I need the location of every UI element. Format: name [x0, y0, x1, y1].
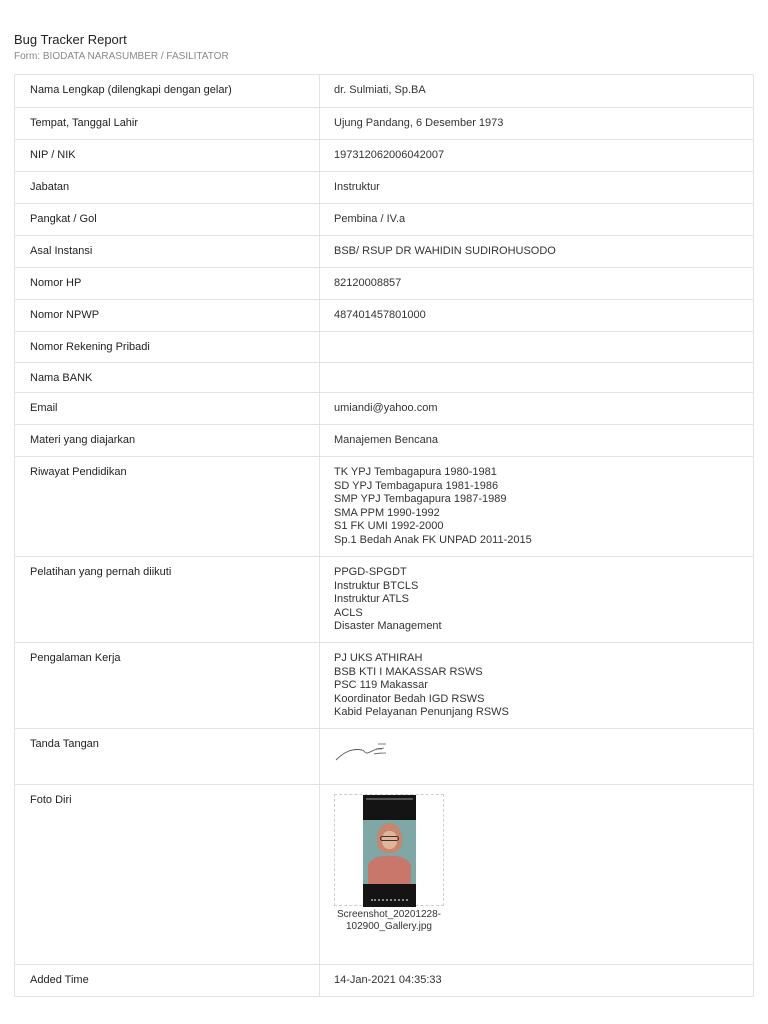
field-label: Pengalaman Kerja: [15, 643, 320, 729]
row-nama: [15, 75, 754, 108]
field-label: Asal Instansi: [15, 236, 320, 268]
list-item: ACLS: [334, 606, 363, 619]
field-label: Nomor Rekening Pribadi: [15, 332, 320, 363]
report-title: Bug Tracker Report: [14, 32, 127, 47]
field-value-rekening: [320, 332, 754, 363]
field-value-npwp: 487401457801000: [320, 300, 754, 332]
list-item: TK YPJ Tembagapura 1980-1981: [334, 466, 497, 478]
report-header: [14, 32, 229, 64]
field-label: Tempat, Tanggal Lahir: [15, 108, 320, 140]
field-value-pengalaman: [320, 643, 754, 729]
field-label: Nama Lengkap (dilengkapi dengan gelar): [15, 75, 320, 108]
field-value-ttl: Ujung Pandang, 6 Desember 1973: [320, 108, 754, 140]
list-item: Kabid Pelayanan Penunjang RSWS: [334, 706, 509, 718]
list-item: BSB KTI I MAKASSAR RSWS: [334, 665, 483, 678]
list-item: PJ UKS ATHIRAH: [334, 652, 423, 664]
field-value-pendidikan: [320, 457, 754, 557]
field-value-email: umiandi@yahoo.com: [320, 393, 754, 425]
list-item: PSC 119 Makassar: [334, 679, 428, 691]
row-added: [15, 965, 754, 997]
field-value-pelatihan: [320, 557, 754, 643]
field-label: Email: [15, 393, 320, 425]
list-item: SD YPJ Tembagapura 1981-1986: [334, 479, 499, 492]
list-item: Instruktur BTCLS: [334, 579, 419, 592]
field-label: Nomor NPWP: [15, 300, 320, 332]
row-ttd: [15, 729, 754, 785]
row-hp: [15, 268, 754, 300]
list-item: Koordinator Bedah IGD RSWS: [334, 692, 485, 705]
list-item: S1 FK UMI 1992-2000: [334, 520, 444, 532]
field-label: NIP / NIK: [15, 140, 320, 172]
field-value-nip: 197312062006042007: [320, 140, 754, 172]
row-pelatihan: [15, 557, 754, 643]
row-pengalaman: [15, 643, 754, 729]
list-item: PPGD-SPGDT: [334, 566, 407, 578]
row-instansi: [15, 236, 754, 268]
list-item: SMA PPM 1990-1992: [334, 506, 440, 519]
row-pangkat: [15, 204, 754, 236]
row-email: [15, 393, 754, 425]
list-item: Instruktur ATLS: [334, 593, 409, 605]
row-npwp: [15, 300, 754, 332]
field-label: Riwayat Pendidikan: [15, 457, 320, 557]
list-item: SMP YPJ Tembagapura 1987-1989: [334, 493, 507, 505]
field-value-pangkat: Pembina / IV.a: [320, 204, 754, 236]
photo-image: [363, 795, 416, 907]
form-name: Form: BIODATA NARASUMBER / FASILITATOR: [14, 51, 229, 62]
field-label: Tanda Tangan: [15, 729, 320, 785]
field-value-signature: [320, 729, 754, 785]
field-label: Materi yang diajarkan: [15, 425, 320, 457]
row-rekening: [15, 332, 754, 363]
list-item: Sp.1 Bedah Anak FK UNPAD 2011-2015: [334, 533, 532, 546]
field-label: Pangkat / Gol: [15, 204, 320, 236]
field-value-instansi: BSB/ RSUP DR WAHIDIN SUDIROHUSODO: [320, 236, 754, 268]
row-bank: [15, 363, 754, 393]
photo-filename[interactable]: Screenshot_20201228- 102900_Gallery.jpg: [337, 909, 441, 932]
list-item: Disaster Management: [334, 620, 442, 632]
field-label: Pelatihan yang pernah diikuti: [15, 557, 320, 643]
row-foto: [15, 785, 754, 965]
row-ttl: [15, 108, 754, 140]
field-value-added-time: 14-Jan-2021 04:35:33: [320, 965, 754, 997]
row-jabatan: [15, 172, 754, 204]
photo-thumbnail[interactable]: [334, 794, 444, 906]
field-value-jabatan: Instruktur: [320, 172, 754, 204]
field-value-materi: Manajemen Bencana: [320, 425, 754, 457]
row-nip: [15, 140, 754, 172]
field-label: Nomor HP: [15, 268, 320, 300]
signature-image: [334, 738, 394, 764]
row-materi: [15, 425, 754, 457]
biodata-table: [14, 74, 754, 997]
field-label: Added Time: [15, 965, 320, 997]
field-label: Jabatan: [15, 172, 320, 204]
field-value-hp: 82120008857: [320, 268, 754, 300]
field-value-bank: [320, 363, 754, 393]
field-value-nama: dr. Sulmiati, Sp.BA: [320, 75, 754, 108]
row-pendidikan: [15, 457, 754, 557]
field-label: Nama BANK: [15, 363, 320, 393]
field-value-foto: [320, 785, 754, 965]
field-label: Foto Diri: [15, 785, 320, 965]
